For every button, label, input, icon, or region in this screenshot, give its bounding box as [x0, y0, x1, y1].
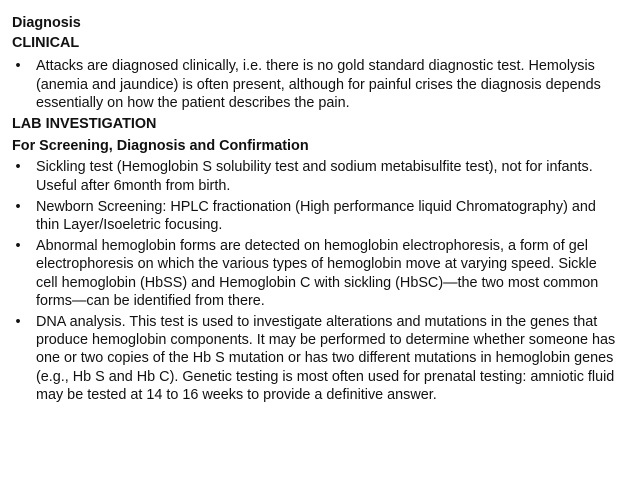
slide-content [12, 14, 618, 407]
bullet-text: DNA analysis. This test is used to investigate alterations and mutations in the genes that produce hemoglobin components. It may be performed to determine whether someone has one or two copies of the Hb S mutation or has two different mutations in hemoglobin genes (e.g., Hb S and Hb C). Genetic testing is most often used for prenatal testing: amniotic fluid may be tested at 14 to 16 weeks to provide a definitive answer. [36, 314, 616, 403]
lab-bullet-list [12, 158, 618, 404]
heading-lab-investigation: LAB INVESTIGATION [12, 116, 157, 133]
list-item [12, 313, 618, 404]
heading-screening: For Screening, Diagnosis and Confirmation [12, 138, 309, 155]
list-item [12, 158, 618, 194]
heading-diagnosis: Diagnosis [12, 15, 81, 31]
list-item [12, 198, 618, 234]
bullet-glyph: • [15, 159, 21, 176]
bullet-glyph: • [15, 198, 21, 215]
bullet-text: Sickling test (Hemoglobin S solubility test and sodium metabisulfite test), not for infants. Useful after 6month from birth. [36, 159, 593, 194]
list-item [12, 237, 618, 310]
bullet-text: Abnormal hemoglobin forms are detected on hemoglobin electrophoresis, a form of gel electrophoresis on which the various types of hemoglobin move at varying speed. Sickle cell hemoglobin (HbSS) and Hemoglobin C with sickling (HbSC)—the two most common forms—can be identified from there. [36, 238, 599, 309]
bullet-glyph: • [15, 314, 21, 331]
list-item [12, 57, 618, 112]
bullet-glyph: • [15, 238, 21, 255]
clinical-bullet-list [12, 57, 618, 112]
heading-clinical: CLINICAL [12, 35, 80, 52]
bullet-glyph: • [15, 58, 21, 75]
bullet-text: Newborn Screening: HPLC fractionation (High performance liquid Chromatography) and thin Layer/Isoeletric focusing. [36, 198, 596, 234]
bullet-text: Attacks are diagnosed clinically, i.e. there is no gold standard diagnostic test. Hemolysis (anemia and jaundice) is often present, although for painful crises the diagnosis depends essentially on how the patient describes the pain. [36, 58, 601, 111]
